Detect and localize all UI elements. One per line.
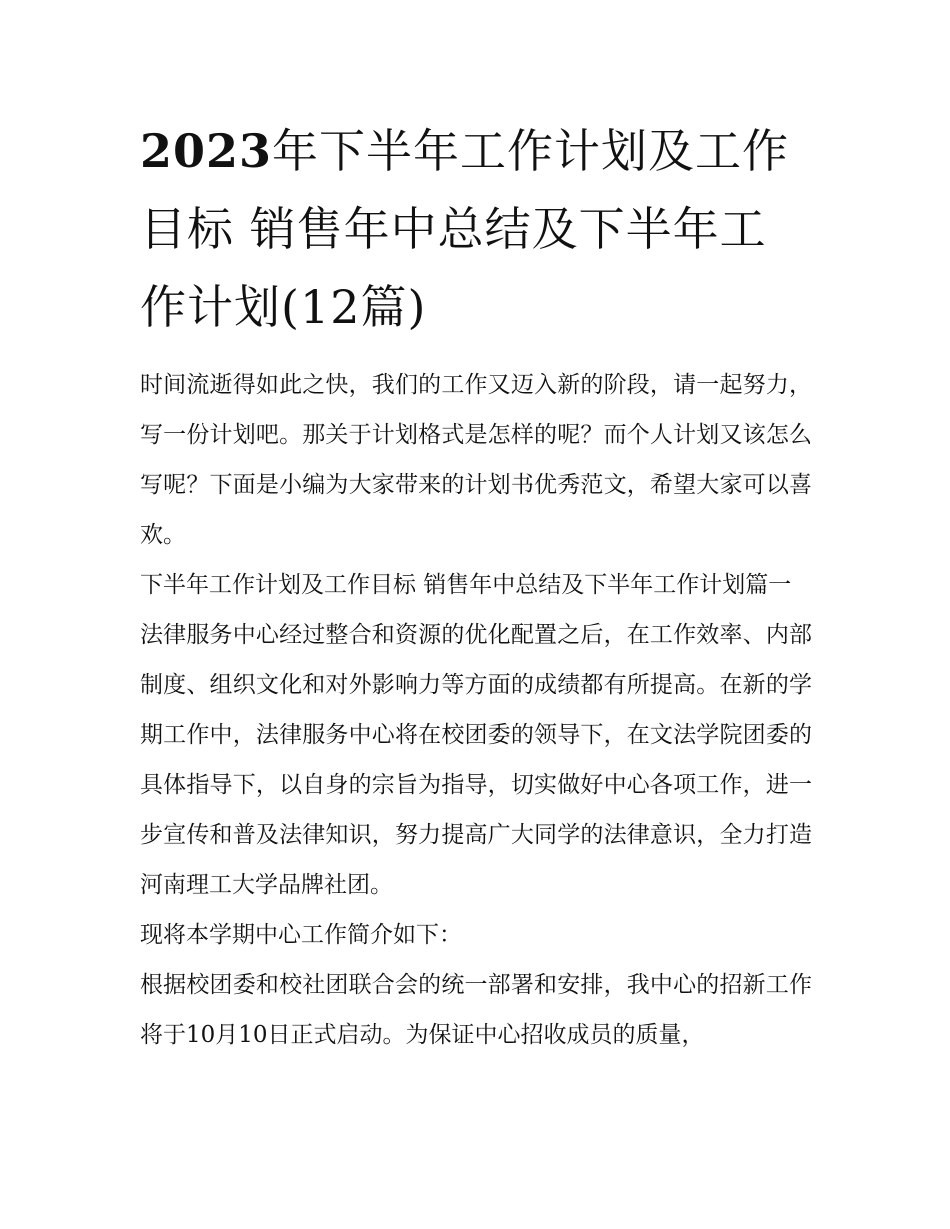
section-heading: 下半年工作计划及工作目标 销售年中总结及下半年工作计划篇一 (140, 572, 792, 598)
document-title: 2023年下半年工作计划及工作目标 销售年中总结及下半年工作计划(12篇) (140, 124, 790, 334)
document-content (140, 112, 812, 1060)
intro-paragraph: 时间流逝得如此之快，我们的工作又迈入新的阶段，请一起努力，写一份计划吧。那关于计划格式是怎样的呢？而个人计划又该怎么写呢？下面是小编为大家带来的计划书优秀范文，希望大家可以喜欢。 (140, 372, 812, 548)
body-paragraph: 根据校团委和校社团联合会的统一部署和安排，我中心的招新工作将于10月10日正式启动。为保证中心招收成员的质量， (140, 972, 812, 1048)
document-body (140, 360, 812, 1060)
body-paragraph: 法律服务中心经过整合和资源的优化配置之后，在工作效率、内部制度、组织文化和对外影响力等方面的成绩都有所提高。在新的学期工作中，法律服务中心将在校团委的领导下，在文法学院团委的具体指导下，以自身的宗旨为指导，切实做好中心各项工作，进一步宣传和普及法律知识，努力提高广大同学的法律意识，全力打造河南理工大学品牌社团。 (140, 622, 812, 898)
body-paragraph: 现将本学期中心工作简介如下： (140, 922, 462, 948)
